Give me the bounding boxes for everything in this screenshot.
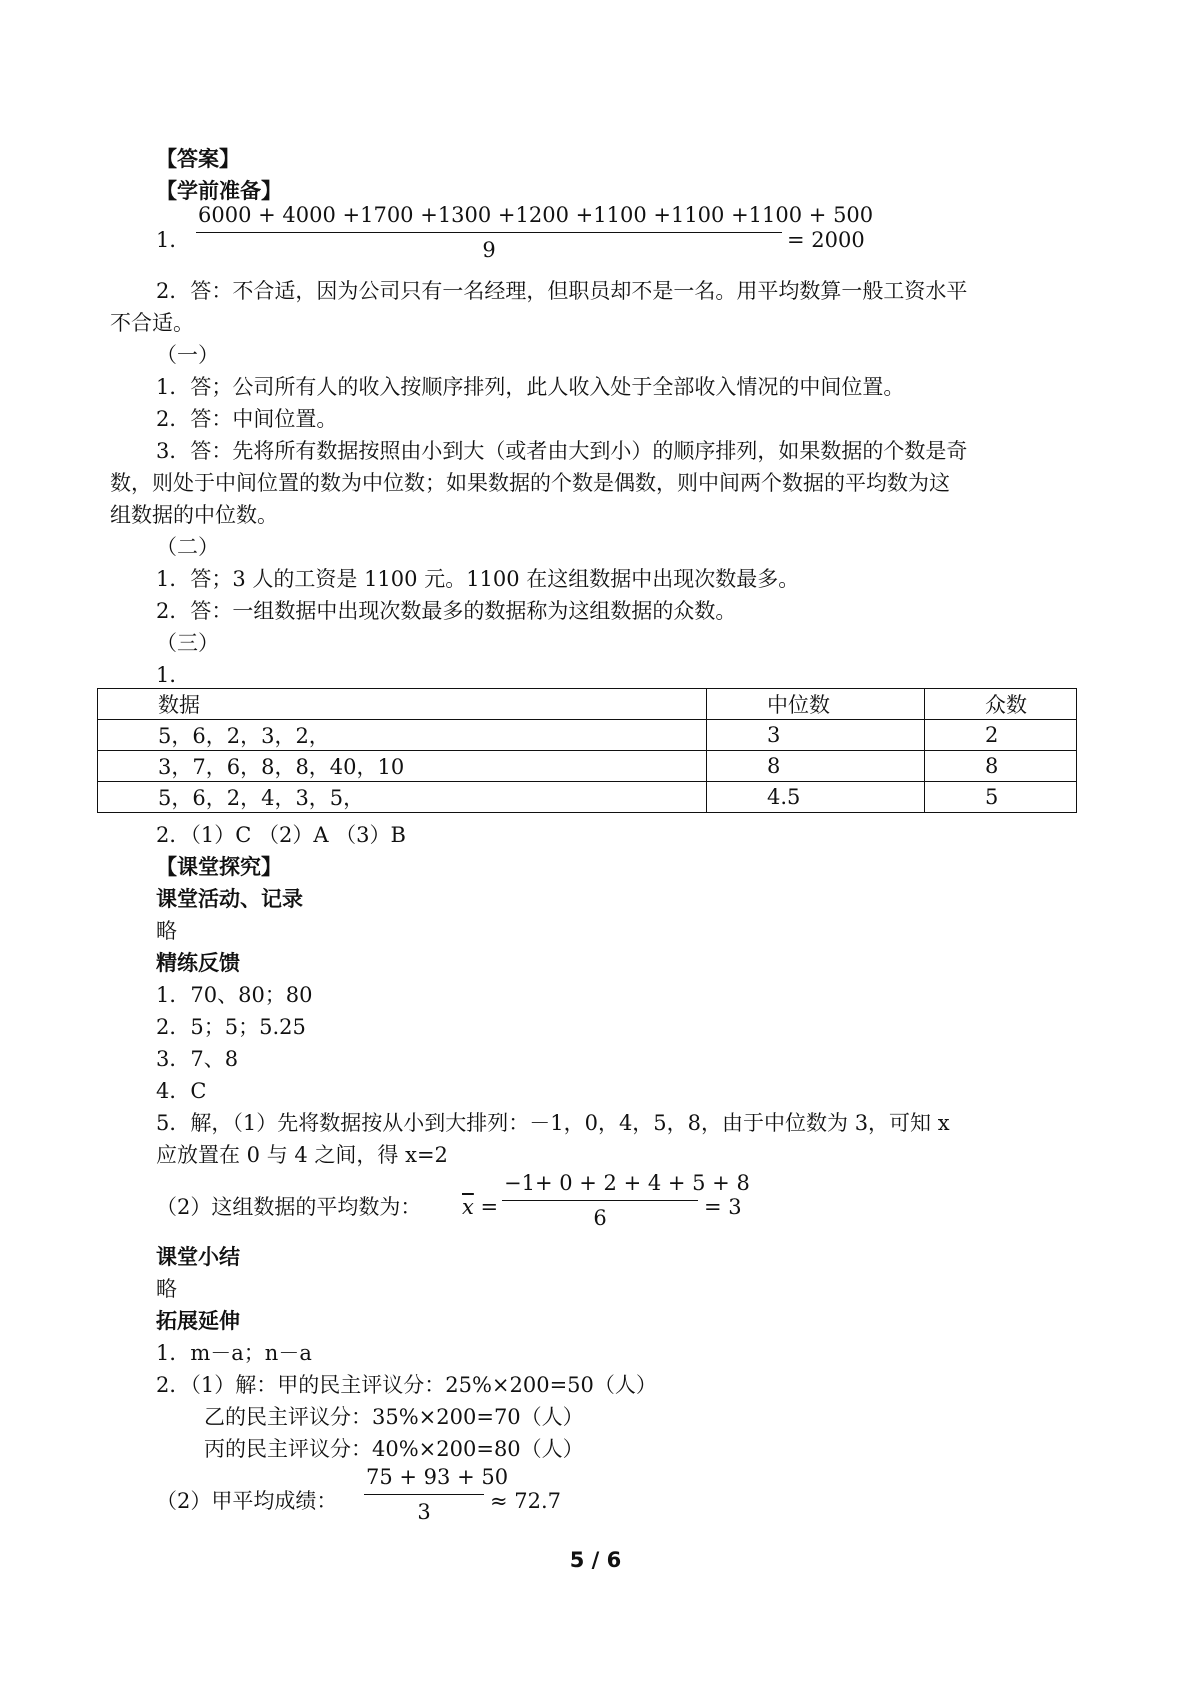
mean-equals: = (480, 1195, 499, 1219)
part2-label: （二） (156, 535, 219, 559)
summary-title: 课堂小结 (156, 1245, 240, 1269)
table-header-cell: 众数 (925, 689, 1077, 720)
mean-symbol (462, 1194, 498, 1220)
practice-item-1: 1．70、80；80 (156, 983, 313, 1007)
table-row (98, 720, 1077, 751)
table-row (98, 751, 1077, 782)
part3-line1: 1． (156, 663, 191, 687)
answer-heading: 【答案】 (156, 147, 240, 171)
page-number: 5 / 6 (569, 1548, 622, 1572)
average-denominator: 3 (417, 1500, 431, 1524)
pre-q1-denominator: 9 (482, 238, 496, 262)
pre-q2-line2: 不合适。 (110, 311, 194, 335)
part1-line3a: 3．答：先将所有数据按照由小到大（或者由大到小）的顺序排列，如果数据的个数是奇 (156, 439, 968, 463)
average-result: ≈ 72.7 (490, 1489, 562, 1513)
table-cell: 8 (925, 751, 1077, 782)
table-cell: 5，6，2，3，2， (98, 720, 707, 751)
table-header-cell: 中位数 (707, 689, 925, 720)
pre-study-heading: 【学前准备】 (156, 179, 282, 203)
part1-line2: 2．答：中间位置。 (156, 407, 338, 431)
average-fraction (364, 1464, 509, 1525)
classroom-heading: 【课堂探究】 (156, 855, 282, 879)
part1-label: （一） (156, 343, 219, 367)
pre-q1-result: = 2000 (787, 228, 865, 252)
activity-text: 略 (156, 919, 177, 943)
table-cell: 4.5 (707, 782, 925, 813)
mean-fraction (502, 1170, 750, 1231)
practice-item-3: 3．7、8 (156, 1047, 239, 1071)
extension-title: 拓展延伸 (156, 1309, 240, 1333)
extension-item-2d-prefix: （2）甲平均成绩： (156, 1489, 338, 1513)
part3-line2: 2．（1）C （2）A （3）B (156, 823, 406, 847)
median-mode-table (97, 688, 1077, 813)
mean-denominator: 6 (593, 1206, 607, 1230)
part3-label: （三） (156, 631, 219, 655)
summary-text: 略 (156, 1277, 177, 1301)
part1-line3c: 组数据的中位数。 (110, 503, 278, 527)
table-cell: 5 (925, 782, 1077, 813)
part1-line1: 1．答；公司所有人的收入按顺序排列，此人收入处于全部收入情况的中间位置。 (156, 375, 905, 399)
table-cell: 3 (707, 720, 925, 751)
activity-title: 课堂活动、记录 (156, 887, 303, 911)
pre-q1-numerator: 6000 + 4000 +1700 +1300 +1200 +1100 +1100 +1100 + 500 (198, 203, 874, 227)
part2-line1: 1．答；3 人的工资是 1100 元。1100 在这组数据中出现次数最多。 (156, 567, 800, 591)
practice-item-4: 4．C (156, 1079, 207, 1103)
table-cell: 5，6，2，4，3，5， (98, 782, 707, 813)
practice-item-5c-prefix: （2）这组数据的平均数为： (156, 1195, 422, 1219)
part1-line3b: 数，则处于中间位置的数为中位数；如果数据的个数是偶数，则中间两个数据的平均数为这 (110, 471, 950, 495)
table-row (98, 782, 1077, 813)
table-cell: 2 (925, 720, 1077, 751)
practice-item-5a: 5．解，（1）先将数据按从小到大排列：－1，0，4，5，8，由于中位数为 3，可知 x (156, 1111, 950, 1135)
pre-q1-prefix: 1． (156, 228, 191, 252)
table-cell: 3，7，6，8，8，40，10 (98, 751, 707, 782)
extension-item-2a: 2．（1）解：甲的民主评议分：25%×200=50（人） (156, 1373, 657, 1397)
practice-title: 精练反馈 (156, 951, 240, 975)
extension-item-2b: 乙的民主评议分：35%×200=70（人） (204, 1405, 584, 1429)
extension-item-1: 1．m－a；n－a (156, 1341, 312, 1365)
mean-variable: $\overline{x}$ (462, 1195, 474, 1219)
table-header-cell: 数据 (98, 689, 707, 720)
extension-item-2c: 丙的民主评议分：40%×200=80（人） (204, 1437, 584, 1461)
part2-line2: 2．答：一组数据中出现次数最多的数据称为这组数据的众数。 (156, 599, 737, 623)
table-header-row (98, 689, 1077, 720)
mean-numerator: −1+ 0 + 2 + 4 + 5 + 8 (504, 1171, 750, 1195)
average-numerator: 75 + 93 + 50 (366, 1465, 509, 1489)
table-cell: 8 (707, 751, 925, 782)
practice-item-5b: 应放置在 0 与 4 之间，得 x=2 (156, 1143, 448, 1167)
mean-result: = 3 (704, 1195, 742, 1219)
pre-q2-line1: 2．答：不合适，因为公司只有一名经理，但职员却不是一名。用平均数算一般工资水平 (156, 279, 968, 303)
practice-item-2: 2．5；5；5.25 (156, 1015, 306, 1039)
